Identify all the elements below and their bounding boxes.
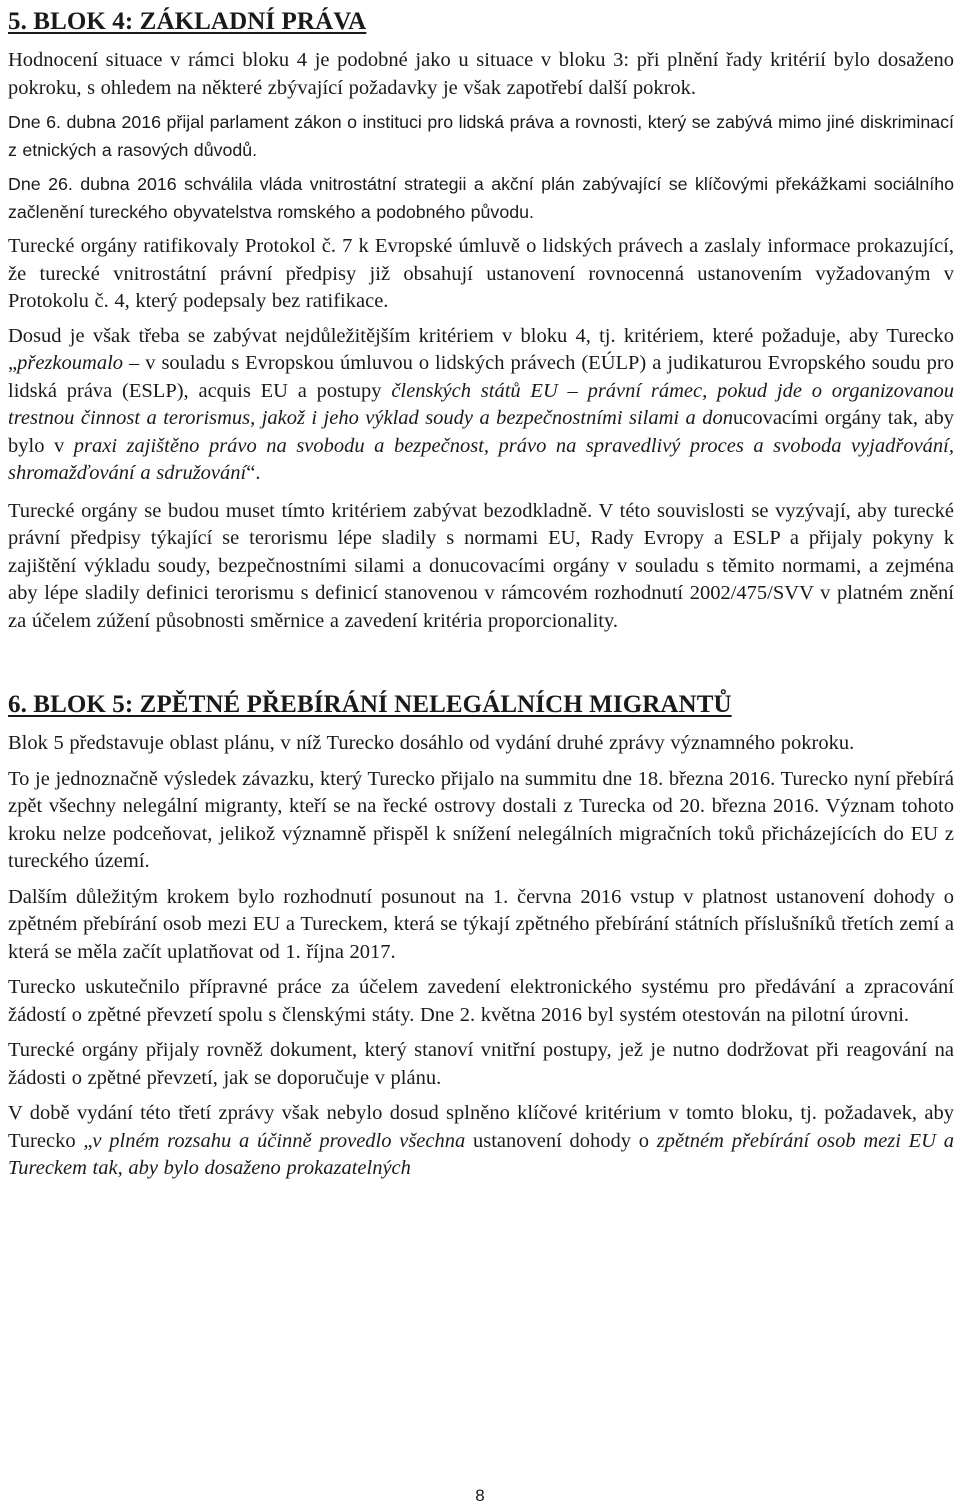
text-run: Dosud je však třeba se zabývat nejdůležitějším kritériem v bloku 4, tj. kritériem, které požaduje, aby Turecko „ <box>8 324 954 374</box>
paragraph: Turecké orgány přijaly rovněž dokument, který stanoví vnitřní postupy, jež je nutno dodržovat při reagování na žádosti o zpětné převzetí, jak se doporučuje v plánu. <box>8 1039 954 1089</box>
text-run: – v souladu s Evropskou úmluvou o lidských právech (EÚLP) a judikaturou Evropského soudu pro lidská práva (ESLP), acquis EU a postupy <box>8 352 954 402</box>
paragraph: Turecko uskutečnilo přípravné práce za účelem zavedení elektronického systému pro předávání a zpracování žádostí o zpětné převzetí spolu s členskými státy. Dne 2. května 2016 byl systém otestován na pilotní úrovni. <box>8 976 954 1026</box>
text-run: “. <box>246 462 261 484</box>
italic-run: zpětném přebírání osob mezi EU a Tureckem tak, aby bylo dosaženo prokazatelných <box>8 1129 954 1179</box>
section-heading-blok-4: 5. BLOK 4: ZÁKLADNÍ PRÁVA <box>8 8 367 35</box>
italic-run: přezkoumalo <box>17 352 124 374</box>
paragraph: Dalším důležitým krokem bylo rozhodnutí posunout na 1. června 2016 vstup v platnost ustanovení dohody o zpětném přebírání osob mezi EU a Tureckem, která se týkají zpětného přebírání státních příslušníků třetích zemí a která se měla začít uplatňovat od 1. října 2017. <box>8 885 954 963</box>
text-run: ustanovení dohody o <box>465 1129 657 1152</box>
paragraph <box>8 323 954 488</box>
page-number: 8 <box>475 1486 485 1505</box>
paragraph: Blok 5 představuje oblast plánu, v níž Turecko dosáhlo od vydání druhé zprávy významného pokroku. <box>8 732 855 754</box>
section-heading-blok-5: 6. BLOK 5: ZPĚTNÉ PŘEBÍRÁNÍ NELEGÁLNÍCH MIGRANTŮ <box>8 691 732 718</box>
document-page <box>8 0 954 1183</box>
italic-run: praxi zajištěno právo na svobodu a bezpečnost, právo na spravedlivý proces a svoboda vyjadřování, shromažďování a sdružování <box>8 434 955 484</box>
paragraph: Turecké orgány se budou muset tímto kritériem zabývat bezodkladně. V této souvislosti se vyzývají, aby turecké právní předpisy týkající se terorismu lépe sladily s normami EU, Rady Evropy a ESLP a přijaly pokyny k zajištění výkladu soudy, bezpečnostními silami a donucovacími orgány v souladu s těmito normami, a zejména aby lépe sladily definici terorismu s definicí stanovenou v rámcovém rozhodnutí 2002/475/SVV v platném znění za účelem zúžení působnosti směrnice a zavedení kritéria proporcionality. <box>8 499 954 632</box>
text-run: ucovacími orgány tak, aby bylo v <box>8 407 954 457</box>
italic-run: v plném rozsahu a účinně provedlo všechna <box>92 1129 466 1152</box>
paragraph: Dne 26. dubna 2016 schválila vláda vnitrostátní strategii a akční plán zabývající se klíčovými překážkami sociálního začlenění tureckého obyvatelstva romského a podobného původu. <box>8 174 954 222</box>
paragraph: To je jednoznačně výsledek závazku, který Turecko přijalo na summitu dne 18. března 2016. Turecko nyní přebírá zpět všechny nelegální migranty, kteří se na řecké ostrovy dostali z Turecka od 20. března 2016. Význam tohoto kroku nelze podceňovat, jelikož významně přispěl k snížení nelegálních migračních toků přicházejících do EU z tureckého území. <box>8 767 954 872</box>
italic-run: členských států EU – právní rámec, pokud jde o organizovanou trestnou činnost a terorismus, jakož i jeho výklad soudy a bezpečnostními silami a don <box>8 379 954 429</box>
paragraph <box>8 1100 954 1183</box>
paragraph: Hodnocení situace v rámci bloku 4 je podobné jako u situace v bloku 3: při plnění řady kritérií bylo dosaženo pokroku, s ohledem na některé zbývající požadavky je však zapotřebí další pokrok. <box>8 49 954 99</box>
paragraph: Turecké orgány ratifikovaly Protokol č. 7 k Evropské úmluvě o lidských právech a zaslaly informace prokazující, že turecké vnitrostátní právní předpisy již obsahují ustanovení rovnocenná ustanovením vyžadovaným v Protokolu č. 4, který podepsaly bez ratifikace. <box>8 235 954 312</box>
paragraph: Dne 6. dubna 2016 přijal parlament zákon o instituci pro lidská práva a rovnosti, který se zabývá mimo jiné diskriminací z etnických a rasových důvodů. <box>8 112 954 160</box>
text-run: V době vydání této třetí zprávy však nebylo dosud splněno klíčové kritérium v tomto bloku, tj. požadavek, aby Turecko „ <box>8 1102 954 1152</box>
